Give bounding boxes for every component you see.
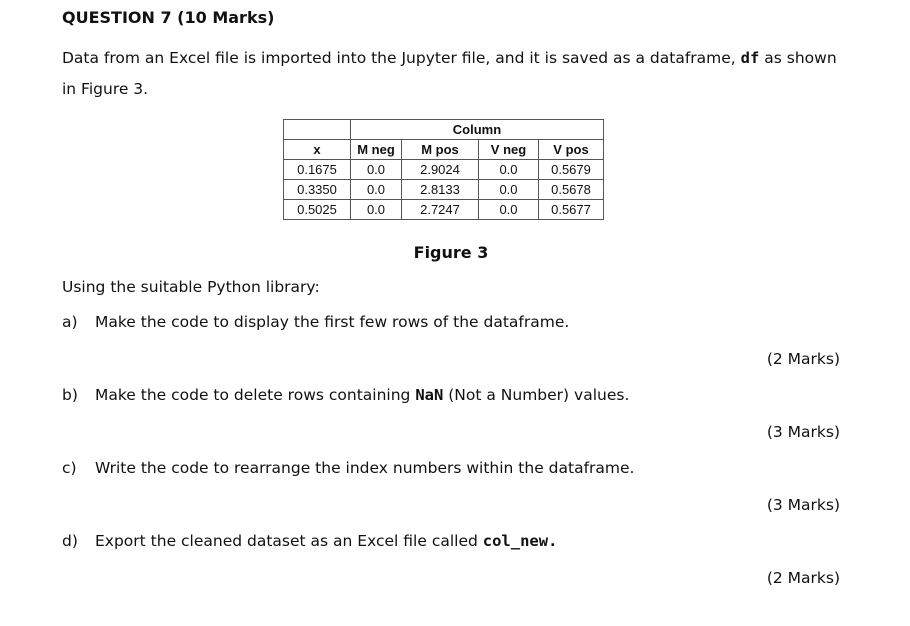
- table-column-header-row: [284, 140, 604, 160]
- table-cell: 0.0: [351, 160, 402, 180]
- col-header-x: x: [284, 140, 351, 160]
- table-row: [284, 200, 604, 220]
- table-cell: 0.3350: [284, 180, 351, 200]
- col-header-m-neg: M neg: [351, 140, 402, 160]
- part-text-after: (Not a Number) values.: [443, 386, 630, 404]
- table-cell: 0.1675: [284, 160, 351, 180]
- table-cell: 0.5025: [284, 200, 351, 220]
- col-header-v-neg: V neg: [479, 140, 539, 160]
- question-part-a: [62, 313, 569, 331]
- part-label: a): [62, 313, 78, 331]
- part-label: b): [62, 386, 78, 404]
- part-label: d): [62, 532, 78, 550]
- table-cell: 0.0: [351, 200, 402, 220]
- table-header-blank: [284, 120, 351, 140]
- table-cell: 0.0: [479, 160, 539, 180]
- instructions-text: Using the suitable Python library:: [62, 278, 320, 296]
- col-header-v-pos: V pos: [539, 140, 604, 160]
- question-part-b: [62, 386, 629, 404]
- question-part-d: [62, 532, 557, 550]
- part-c-marks: (3 Marks): [766, 496, 840, 514]
- figure-caption: Figure 3: [413, 243, 489, 262]
- intro-text-before: Data from an Excel file is imported into the Jupyter file, and it is saved as a dataframe,: [62, 49, 741, 67]
- part-code-col-new: col_new.: [482, 532, 558, 550]
- table-cell: 2.7247: [402, 200, 479, 220]
- col-header-m-pos: M pos: [402, 140, 479, 160]
- question-part-c: [62, 459, 634, 477]
- part-text-before: Export the cleaned dataset as an Excel file called: [95, 532, 483, 550]
- question-title: QUESTION 7 (10 Marks): [62, 8, 275, 27]
- table-cell: 0.0: [351, 180, 402, 200]
- table-cell: 2.8133: [402, 180, 479, 200]
- table-cell: 0.0: [479, 180, 539, 200]
- table-group-header-row: [284, 120, 604, 140]
- intro-code-df: df: [740, 49, 760, 67]
- part-b-marks: (3 Marks): [766, 423, 840, 441]
- part-a-marks: (2 Marks): [766, 350, 840, 368]
- part-code-nan: NaN: [415, 386, 444, 404]
- table-cell: 0.5678: [539, 180, 604, 200]
- part-text: Write the code to rearrange the index numbers within the dataframe.: [95, 459, 635, 477]
- table-cell: 0.5677: [539, 200, 604, 220]
- part-text-before: Make the code to delete rows containing: [95, 386, 416, 404]
- part-text: Make the code to display the first few rows of the dataframe.: [95, 313, 570, 331]
- table-cell: 2.9024: [402, 160, 479, 180]
- table-row: [284, 160, 604, 180]
- part-label: c): [62, 459, 77, 477]
- table-cell: 0.0: [479, 200, 539, 220]
- intro-text-after: as shown in Figure 3.: [62, 49, 837, 98]
- table-group-header: Column: [351, 120, 604, 140]
- dataframe-table: [283, 119, 604, 220]
- table-cell: 0.5679: [539, 160, 604, 180]
- table-row: [284, 180, 604, 200]
- part-d-marks: (2 Marks): [766, 569, 840, 587]
- question-intro: [62, 43, 852, 105]
